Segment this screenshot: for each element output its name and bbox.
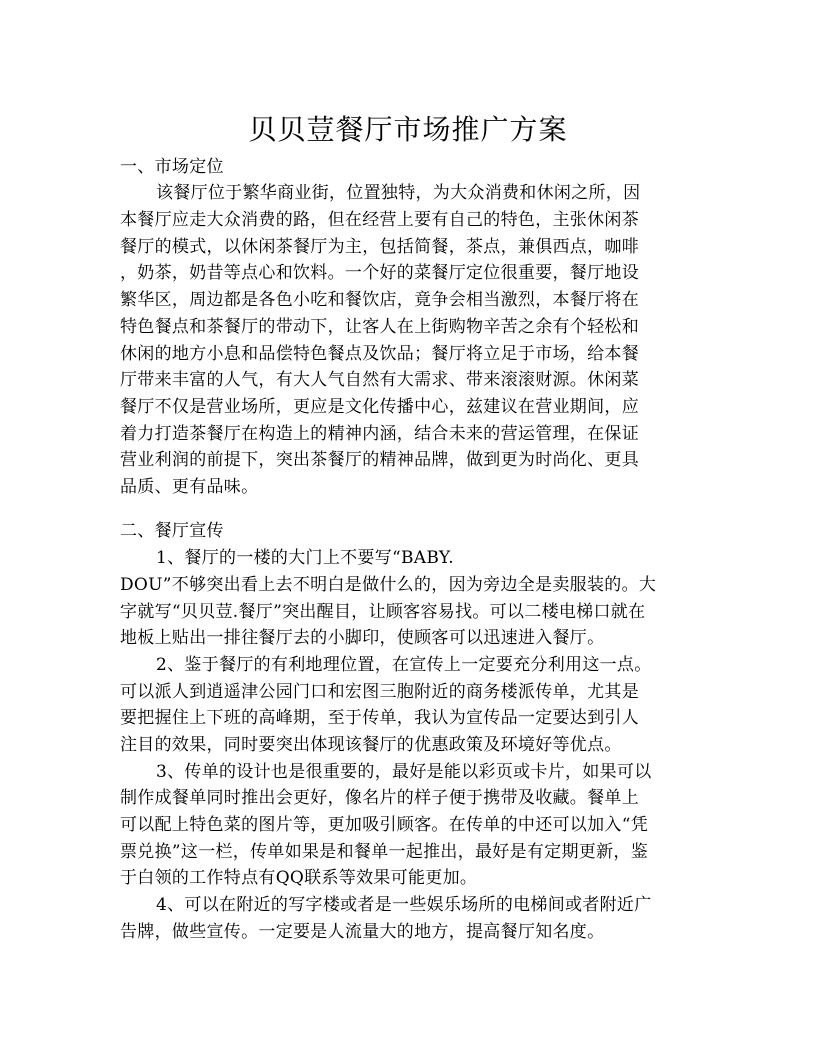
paragraph-line: 制作成餐单同时推出会更好，像名片的样子便于携带及收藏。餐单上 [120, 788, 639, 808]
paragraph-line: 票兑换”这一栏，传单如果是和餐单一起推出，最好是有定期更新，鉴 [120, 842, 648, 862]
paragraph-line: 营业利润的前提下，突出茶餐厅的精神品牌，做到更为时尚化、更具 [120, 450, 639, 470]
paragraph-line: 餐厅的模式，以休闲茶餐厅为主，包括简餐，茶点，兼俱西点，咖啡 [120, 237, 639, 257]
paragraph-line: 4、可以在附近的写字楼或者是一些娱乐场所的电梯间或者附近广 [156, 895, 652, 915]
paragraph-line: 于白领的工作特点有QQ联系等效果可能更加。 [120, 868, 478, 888]
paragraph-line: 字就写“贝贝荳.餐厅”突出醒目，让顾客容易找。可以二楼电梯口就在 [120, 602, 646, 622]
paragraph-line: 该餐厅位于繁华商业街，位置独特，为大众消费和休闲之所，因 [156, 183, 641, 203]
paragraph-line: 1、餐厅的一楼的大门上不要写“BABY. [156, 548, 454, 568]
paragraph-line: ，奶茶，奶昔等点心和饮料。一个好的菜餐厅定位很重要，餐厅地设 [120, 263, 639, 283]
paragraph-line: 着力打造茶餐厅在构造上的精神内涵，结合未来的营运管理，在保证 [120, 424, 639, 444]
section-heading: 二、餐厅宣传 [120, 521, 224, 541]
paragraph-line: 告牌，做些宣传。一定要是人流量大的地方，提高餐厅知名度。 [120, 922, 605, 942]
paragraph-line: 厅带来丰富的人气，有大人气自然有大需求、带来滚滚财源。休闲菜 [120, 370, 639, 390]
paragraph-line: 餐厅不仅是营业场所，更应是文化传播中心，兹建议在营业期间，应 [120, 397, 639, 417]
section-heading: 一、市场定位 [120, 157, 224, 177]
paragraph-line: 品质、更有品味。 [120, 477, 259, 497]
paragraph-line: 2、鉴于餐厅的有利地理位置，在宣传上一定要充分利用这一点。 [156, 655, 652, 675]
paragraph-line: 3、传单的设计也是很重要的，最好是能以彩页或卡片，如果可以 [156, 762, 652, 782]
paragraph-line: 特色餐点和茶餐厅的带动下，让客人在上街购物辛苦之余有个轻松和 [120, 317, 639, 337]
paragraph-line: 可以配上特色菜的图片等，更加吸引顾客。在传单的中还可以加入“凭 [120, 815, 648, 835]
paragraph-line: 地板上贴出一排往餐厅去的小脚印，使顾客可以迅速进入餐厅。 [120, 628, 605, 648]
paragraph-line: 休闲的地方小息和品偿特色餐点及饮品；餐厅将立足于市场，给本餐 [120, 344, 639, 364]
document-title: 贝贝荳餐厅市场推广方案 [248, 113, 568, 146]
paragraph-line: 要把握住上下班的高峰期，至于传单，我认为宣传品一定要达到引人 [120, 708, 639, 728]
paragraph-line: 可以派人到逍遥津公园门口和宏图三胞附近的商务楼派传单，尤其是 [120, 682, 639, 702]
paragraph-line: 繁华区，周边都是各色小吃和餐饮店，竟争会相当激烈，本餐厅将在 [120, 290, 639, 310]
paragraph-line: DOU”不够突出看上去不明白是做什么的，因为旁边全是卖服装的。大 [120, 575, 657, 595]
paragraph-line: 本餐厅应走大众消费的路，但在经营上要有自己的特色，主张休闲茶 [120, 210, 639, 230]
paragraph-line: 注目的效果，同时要突出体现该餐厅的优惠政策及环境好等优点。 [120, 735, 622, 755]
